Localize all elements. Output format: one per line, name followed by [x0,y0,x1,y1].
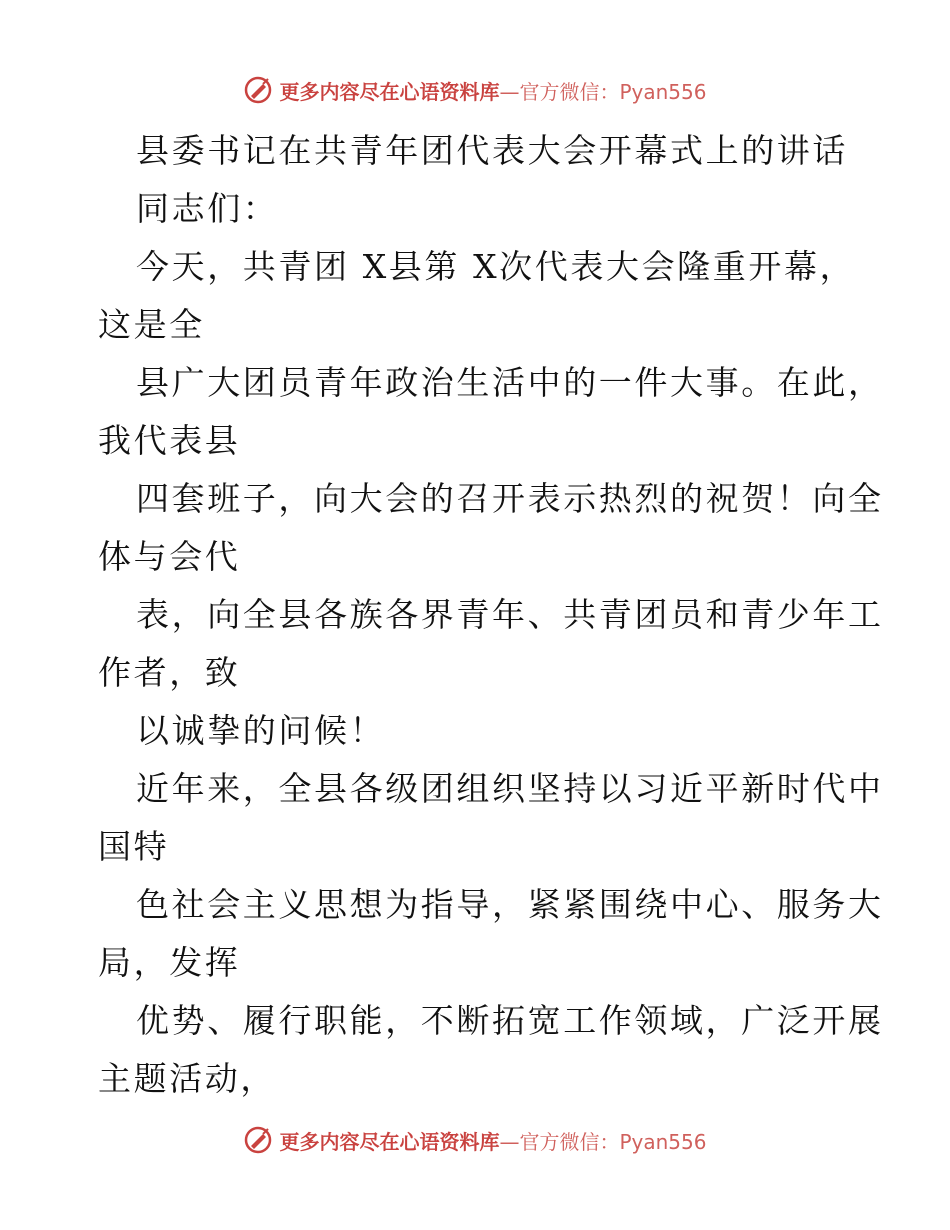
document-body [98,122,884,1108]
footer-watermark-banner [0,1120,950,1160]
text-line: 作者，致 [98,653,241,692]
header-watermark-banner [0,70,950,110]
text-line: 表，向全县各族各界青年、共青团员和青少年工 [136,595,884,634]
watermark-separator: — [499,79,520,104]
text-line: 近年来，全县各级团组织坚持以习近平新时代中 [136,769,884,808]
text-line: 体与会代 [98,537,241,576]
watermark-contact: 官方微信：Pyan556 [519,79,707,104]
watermark-text [279,1126,706,1155]
text-line: 主题活动， [98,1059,276,1098]
text-line: 县广大团员青年政治生活中的一件大事。在此， [136,363,884,402]
quill-seal-icon [243,1125,273,1155]
watermark-text [279,76,706,105]
text-line: 色社会主义思想为指导，紧紧围绕中心、服务大 [136,885,884,924]
text-line: 同志们： [136,189,279,228]
quill-seal-icon [243,75,273,105]
watermark-brand: 更多内容尽在心语资料库 [279,1129,500,1154]
text-line: 我代表县 [98,421,241,460]
text-line: 国特 [98,827,170,866]
text-line: 县委书记在共青年团代表大会开幕式上的讲话 [136,131,848,170]
watermark-contact: 官方微信：Pyan556 [519,1129,707,1154]
text-line: 优势、履行职能，不断拓宽工作领域，广泛开展 [136,1001,884,1040]
text-line: 这是全 [98,305,205,344]
text-line: 四套班子，向大会的召开表示热烈的祝贺！向全 [136,479,884,518]
watermark-separator: — [499,1129,520,1154]
watermark-brand: 更多内容尽在心语资料库 [279,79,500,104]
text-line: 以诚挚的问候！ [136,711,386,750]
text-line: 局，发挥 [98,943,241,982]
text-line: 今天，共青团 X县第 X次代表大会隆重开幕， [136,247,856,286]
